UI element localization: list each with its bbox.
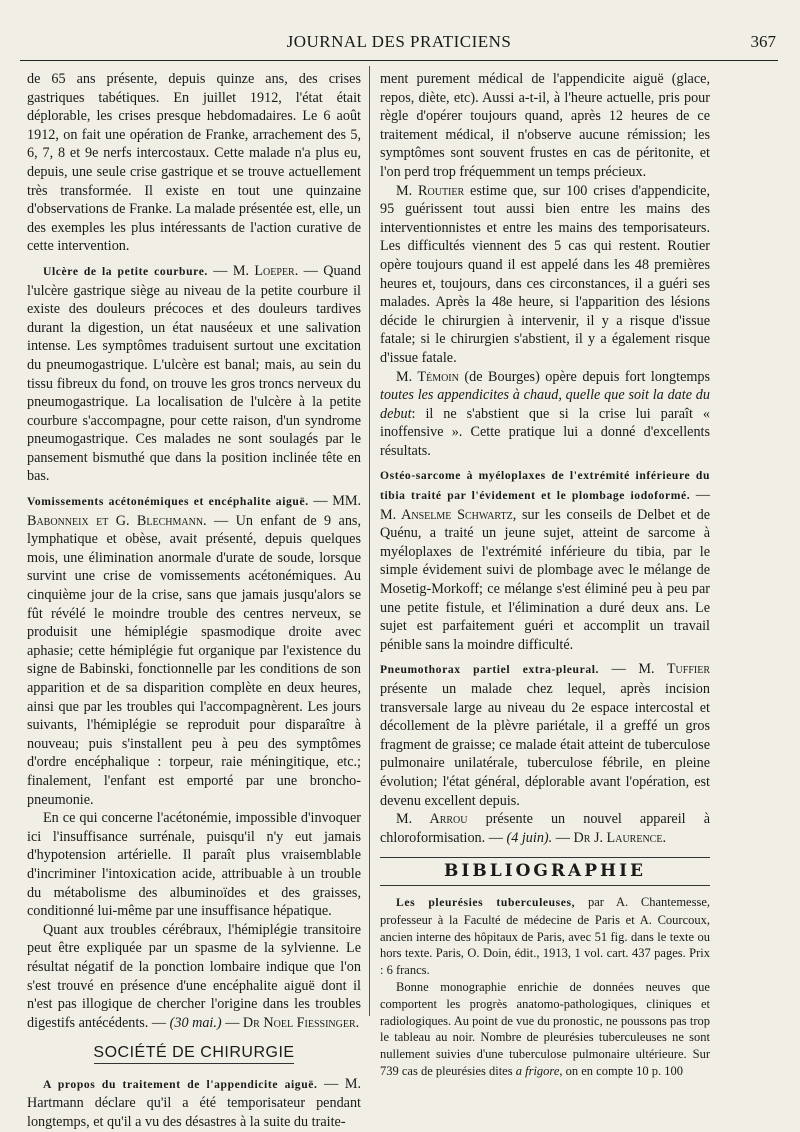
paragraph: En ce qui concerne l'acétonémie, impossible d'invoquer ici l'insuffisance surrénale, puisqu'il n'y eut jamais d'hypotension artérielle. Il paraît plus vraisemblable d'incriminer l'intoxication acide, attribuable à un trouble du métabolisme des albuminoïdes et des graisses, conditionné lui-même par une insuffisance hépatique. [27, 810, 361, 920]
date-note: (4 juin). [506, 829, 553, 846]
author-name: M. Loeper. [232, 262, 299, 279]
article-lead: Ostéo-sarcome à myéloplaxes de l'extrémité inférieure du tibia traité par l'évidement et le plombage iodoformé. [380, 469, 710, 503]
paragraph-text: estime que, sur 100 crises d'appendicite, 95 guérissent tout aussi bien entre les mains des interventionnistes et entre les mains des temporisateurs. Les difficultés viennent des 5 cas qui restent. Routier opère toujours quand il est appelé dans les 48 premières heures et, toujours, dans ces circonstances, il a guéri ses malades. Après la 48e heure, si l'apparition des lésions décide le chirurgien à intervenir, il y a risque d'issue fatale; si le chirurgien s'abstient, il y a également risque d'issue fatale. [380, 182, 710, 366]
right-column [380, 70, 710, 1080]
bibliography-heading: BIBLIOGRAPHIE [380, 857, 710, 886]
section-title: SOCIÉTÉ DE CHIRURGIE [93, 1044, 295, 1062]
paragraph: de 65 ans présente, depuis quinze ans, des crises gastriques tabétiques. En juillet 1912, l'état était déplorable, les crises presque hebdomadaires. Le 6 août 1912, on fait une opération de Franke, arrachement des 5, 6, 7, 8 et 9e nerfs intercostaux. Cette malade n'a plus eu, depuis, une seule crise gastrique et se trouve actuellement très transformée. Il existe en tout une quinzaine d'observations de Franke. La malade présentée est, elle, un des exemples les plus intéressants de l'action curative de cette intervention. [27, 71, 361, 255]
bibliography-review [380, 979, 710, 1080]
paragraph [380, 810, 710, 847]
column-divider [369, 66, 370, 1016]
author-name: MM. Babonneix et G. Blechmann. [27, 493, 361, 529]
signature: — Dr J. Laurence. [555, 829, 666, 846]
paragraph [380, 182, 710, 368]
paragraph-text: Bonne monographie enrichie de données neuves que comportent les progrès anatomo-pathologiques, cliniques et radiologiques. Au point de vue du pronostic, ne poussons pas trop le tableau au noir. Nombre de pleurésies tuberculeuses ne sont nullement suivies d'une tuberculose pulmonaire ultérieure. Sur 739 cas de pleurésies dites [380, 979, 710, 1078]
section-heading [27, 1044, 361, 1067]
author-name: M. Routier [396, 182, 465, 199]
running-title: JOURNAL DES PRATICIENS [286, 32, 512, 51]
paragraph-text: sur les conseils de Delbet et de Quénu, a traité un jeune sujet, atteint de sarcome à myéloplaxes de l'extrémité inférieure du tibia, par le simple évidement suivi de plombage avec le mélange de Mosetig-Morkoff; ce mélange s'est éliminé peu à peu par une petite fistule, et l'élimination a duré deux ans. Le sujet est parfaitement guéri et accomplit un travail pénible sans la moindre difficulté. [380, 506, 710, 653]
emphasis-text: a frigore [515, 1063, 560, 1078]
article-lead: A propos du traitement de l'appendicite aiguë. [43, 1077, 318, 1091]
paragraph [380, 466, 710, 654]
paragraph-text: par A. Chantemesse, professeur à la Faculté de médecine de Paris et A. Courcoux, ancien interne des hôpitaux de Paris, avec 51 fig. dans le texte ou hors texte. Paris, O. Doin, édit., 1913, 1 vol. cart. 437 pages. Prix : 6 francs. [380, 894, 710, 978]
bibliography-section [380, 894, 710, 1080]
bibliography-entry [380, 894, 710, 979]
article-lead: Pneumothorax partiel extra-pleural. [380, 663, 600, 677]
paragraph-text: : il ne s'abstient que si la crise lui paraît « inoffensive ». Cette pratique lui a donné d'excellents résultats. [380, 405, 710, 459]
emphasis-text: toutes les appendicites à chaud, quelle que soit la date du debut [380, 387, 710, 422]
paragraph-text: — M. Hartmann déclare qu'il a été temporisateur pendant longtemps, et qu'il a vu des désastres à la suite du traite- [27, 1075, 362, 1131]
paragraph: ment purement médical de l'appendicite aiguë (glace, repos, diète, etc). Aussi a-t-il, à l'heure actuelle, pris pour règle d'opérer toujours quand, après 12 heures de ce traitement médical, il n'observe aucune rémission; les symptômes sont souvent frustes en cas de péritonite, et l'on perd trop fréquemment un temps précieux. [380, 71, 710, 180]
paragraph-text: présente un malade chez lequel, après incision transversale large au niveau du 2e espace intercostal et décollement de la plèvre pariétale, il a greffé un gros fragment de graisse; ce malade était atteint de tuberculose pulmonaire unilatérale, tuberculose fébrile, en pleine évolution; l'état général, déplorable avant l'opération, est devenu excellent depuis. [380, 681, 710, 809]
page-header [20, 30, 778, 61]
paragraph [380, 660, 710, 810]
left-column [27, 70, 361, 1132]
author-name: M. Témoin [396, 368, 459, 385]
paragraph [380, 368, 710, 461]
paragraph-text: Quand l'ulcère gastrique siège au niveau de la petite courbure il existe des douleurs précoces et des douleurs tardives durant la digestion, un état nauséeux et une salivation intense. Les symptômes traduisent surtout une excitation du pneumogastrique. L'ulcère est banal; mais, au sein du tissu fibreux du fond, on trouve les gros troncs nerveux du pneumogastrique. La localisation de l'ulcère à la petite courbure s'accompagne, pour cette raison, d'un syndrome pneumogastrique. Ces malades ne sont soulagés par le pansement bismuthé que dans la position inclinée tête en bas. [27, 262, 362, 485]
author-name: — M. Tuffier [611, 661, 711, 678]
page-number: 367 [750, 32, 776, 51]
paragraph: Ulcère de la petite courbure. — M. Loeper. — Quand l'ulcère gastrique siège au niveau de la petite courbure il existe des douleurs précoces et des douleurs tardives durant la digestion, un état nauséeux et une salivation intense. Les symptômes traduisent surtout une excitation du pneumogastrique. L'ulcère est banal; mais, au sein du tissu fibreux du fond, on trouve les gros troncs nerveux du pneumogastrique. La localisation de l'ulcère à la petite courbure s'accompagne, pour cette raison, d'un syndrome pneumogastrique. Ces malades ne sont soulagés par le pansement bismuthé que dans la position inclinée tête en bas. [27, 262, 362, 485]
author-name: — M. Anselme Schwartz, [380, 487, 711, 523]
paragraph-text: Quant aux troubles cérébraux, l'hémiplégie transitoire peut être expliquée par un spasme de la sylvienne. Le résultat négatif de la ponction lombaire indique que l'on s'est trouvé en présence d'une encéphalite aiguë dont il n'est pas illogique de chercher l'origine dans les troubles digestifs antécédents. — [27, 921, 361, 1031]
paragraph-text: Un enfant de 9 ans, lymphatique et obèse, avait présenté, depuis quelques mois, une élimination anormale d'urate de soude, lorsque survint une crise de vomissements acétonémiques. Au cinquième jour de la crise, sans que jamais jusqu'alors se fût révélé le moindre trouble des centres nerveux, se produisit une hémiplégie spasmodique droite avec aphasie; cette hémiplégie fut organique par l'existence du signe de Babinski, fonctionnelle par les conditions de son apparition et de sa disparition complète en deux heures, ainsi que par les troubles qui l'accompagnèrent. Les jours suivants, l'hémiplégie se reproduit pour disparaître à nouveau; puis s'installent peu à peu des symptômes d'ordre encéphalique : torpeur, raie méningitique, etc.; finalement, l'enfant est emporté par une broncho-pneumonie. [27, 512, 362, 808]
paragraph [27, 1075, 361, 1132]
section-rule [94, 1063, 294, 1067]
date-note: (30 mai.) [169, 1014, 222, 1031]
paragraph-text: (de Bourges) opère depuis fort longtemps [464, 368, 711, 385]
signature: — Dr Noel Fiessinger. [225, 1014, 360, 1031]
paragraph: Vomissements acétonémiques et encéphalite aiguë. — MM. Babonneix et G. Blechmann. — Un enfant de 9 ans, lymphatique et obèse, avait présenté, depuis quelques mois, une élimination anormale d'urate de soude, lorsque survint une crise de vomissements acétonémiques. Au cinquième jour de la crise, sans que jamais jusqu'alors se fût révélé le moindre trouble des centres nerveux, se produisit une hémiplégie spasmodique droite avec aphasie; cette hémiplégie fut organique par l'existence du signe de Babinski, fonctionnelle par les conditions de son apparition et de sa disparition complète en deux heures, ainsi que par les troubles qui l'accompagnèrent. Les jours suivants, l'hémiplégie se reproduit pour disparaître à nouveau; puis s'installent peu à peu des symptômes d'ordre encéphalique : torpeur, raie méningitique, etc.; finalement, l'enfant est emporté par une broncho-pneumonie. [27, 493, 362, 808]
author-name: M. Arrou [396, 811, 468, 828]
paragraph-text: présente un nouvel appareil à chloroformisation. — [380, 811, 710, 846]
paragraph [27, 921, 361, 1033]
article-lead: Ulcère de la petite courbure. [43, 264, 208, 278]
paragraph-text: , on en compte 10 p. 100 [559, 1063, 683, 1078]
article-lead: Vomissements acétonémiques et encéphalite aiguë. [27, 495, 309, 509]
book-title: Les pleurésies tuberculeuses, [396, 895, 576, 909]
